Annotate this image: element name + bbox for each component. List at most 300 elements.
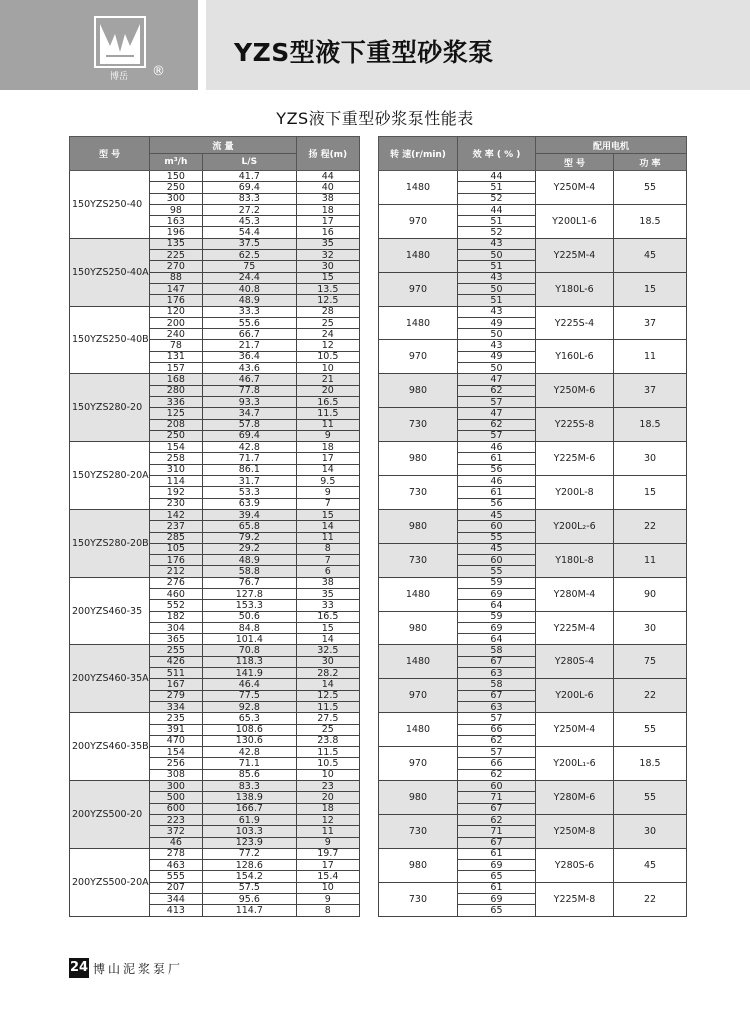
head-cell: 23 <box>296 781 359 792</box>
efficiency-cell: 66 <box>457 758 535 769</box>
efficiency-cell: 43 <box>457 272 535 283</box>
table-row <box>70 747 687 758</box>
head-cell: 12.5 <box>296 295 359 306</box>
flow-ls-cell: 130.6 <box>202 735 296 746</box>
gap-cell <box>359 803 378 814</box>
flow-m3h-cell: 237 <box>150 521 203 532</box>
flow-m3h-cell: 300 <box>150 781 203 792</box>
efficiency-cell: 51 <box>457 182 535 193</box>
efficiency-cell: 58 <box>457 645 535 656</box>
flow-ls-cell: 55.6 <box>202 317 296 328</box>
flow-m3h-cell: 142 <box>150 509 203 520</box>
flow-ls-cell: 127.8 <box>202 588 296 599</box>
speed-cell: 980 <box>378 848 457 882</box>
flow-m3h-cell: 176 <box>150 555 203 566</box>
head-cell: 13.5 <box>296 283 359 294</box>
efficiency-cell: 51 <box>457 261 535 272</box>
head-cell: 18 <box>296 803 359 814</box>
flow-m3h-cell: 168 <box>150 374 203 385</box>
flow-ls-cell: 33.3 <box>202 306 296 317</box>
flow-ls-cell: 46.4 <box>202 679 296 690</box>
crown-logo-icon <box>94 16 146 68</box>
efficiency-cell: 62 <box>457 735 535 746</box>
motor-model-cell: Y200L-6 <box>535 679 613 713</box>
gap-cell <box>359 679 378 690</box>
speed-cell: 970 <box>378 204 457 238</box>
motor-model-cell: Y225M-6 <box>535 442 613 476</box>
flow-ls-cell: 58.8 <box>202 566 296 577</box>
efficiency-cell: 62 <box>457 814 535 825</box>
efficiency-cell: 57 <box>457 747 535 758</box>
efficiency-cell: 56 <box>457 464 535 475</box>
flow-ls-cell: 76.7 <box>202 577 296 588</box>
gap-cell <box>359 713 378 724</box>
flow-m3h-cell: 147 <box>150 283 203 294</box>
model-cell: 200YZS460-35A <box>70 645 150 713</box>
gap-cell <box>359 396 378 407</box>
head-cell: 38 <box>296 193 359 204</box>
table-row <box>70 306 687 317</box>
head-cell: 30 <box>296 261 359 272</box>
efficiency-cell: 60 <box>457 781 535 792</box>
flow-m3h-cell: 207 <box>150 882 203 893</box>
efficiency-cell: 50 <box>457 329 535 340</box>
speed-cell: 980 <box>378 442 457 476</box>
flow-m3h-cell: 426 <box>150 656 203 667</box>
flow-m3h-cell: 88 <box>150 272 203 283</box>
gap-cell <box>359 894 378 905</box>
flow-m3h-cell: 150 <box>150 171 203 182</box>
header-gap <box>359 137 378 171</box>
speed-cell: 970 <box>378 340 457 374</box>
table-row <box>70 442 687 453</box>
head-cell: 7 <box>296 498 359 509</box>
speed-cell: 1480 <box>378 238 457 272</box>
efficiency-cell: 67 <box>457 837 535 848</box>
motor-model-cell: Y180L-8 <box>535 543 613 577</box>
header-motor-power: 功 率 <box>613 154 686 171</box>
motor-model-cell: Y200L₁-6 <box>535 747 613 781</box>
efficiency-cell: 50 <box>457 363 535 374</box>
motor-power-cell: 22 <box>613 509 686 543</box>
flow-ls-cell: 114.7 <box>202 905 296 916</box>
motor-power-cell: 18.5 <box>613 204 686 238</box>
flow-m3h-cell: 460 <box>150 588 203 599</box>
efficiency-cell: 66 <box>457 724 535 735</box>
gap-cell <box>359 227 378 238</box>
flow-ls-cell: 39.4 <box>202 509 296 520</box>
head-cell: 16 <box>296 227 359 238</box>
flow-m3h-cell: 600 <box>150 803 203 814</box>
motor-model-cell: Y200L1-6 <box>535 204 613 238</box>
efficiency-cell: 49 <box>457 351 535 362</box>
efficiency-cell: 55 <box>457 566 535 577</box>
motor-power-cell: 55 <box>613 171 686 205</box>
speed-cell: 970 <box>378 272 457 306</box>
flow-ls-cell: 40.8 <box>202 283 296 294</box>
flow-ls-cell: 53.3 <box>202 487 296 498</box>
head-cell: 32 <box>296 250 359 261</box>
gap-cell <box>359 656 378 667</box>
flow-m3h-cell: 500 <box>150 792 203 803</box>
flow-ls-cell: 141.9 <box>202 668 296 679</box>
gap-cell <box>359 238 378 249</box>
flow-m3h-cell: 555 <box>150 871 203 882</box>
speed-cell: 980 <box>378 611 457 645</box>
flow-ls-cell: 70.8 <box>202 645 296 656</box>
flow-ls-cell: 83.3 <box>202 193 296 204</box>
gap-cell <box>359 340 378 351</box>
flow-m3h-cell: 114 <box>150 476 203 487</box>
efficiency-cell: 60 <box>457 555 535 566</box>
model-cell: 200YZS460-35 <box>70 577 150 645</box>
table-row <box>70 238 687 249</box>
flow-m3h-cell: 278 <box>150 848 203 859</box>
table-row <box>70 577 687 588</box>
gap-cell <box>359 204 378 215</box>
flow-ls-cell: 65.3 <box>202 713 296 724</box>
head-cell: 10.5 <box>296 351 359 362</box>
gap-cell <box>359 690 378 701</box>
flow-m3h-cell: 157 <box>150 363 203 374</box>
motor-model-cell: Y225S-4 <box>535 306 613 340</box>
head-cell: 35 <box>296 238 359 249</box>
motor-power-cell: 37 <box>613 306 686 340</box>
motor-model-cell: Y250M-4 <box>535 713 613 747</box>
head-cell: 17 <box>296 860 359 871</box>
page-title: YZS型液下重型砂浆泵 <box>234 38 494 67</box>
speed-cell: 730 <box>378 408 457 442</box>
header-flow-m3h: m³/h <box>150 154 203 171</box>
motor-power-cell: 55 <box>613 781 686 815</box>
flow-m3h-cell: 304 <box>150 622 203 633</box>
flow-ls-cell: 92.8 <box>202 701 296 712</box>
motor-power-cell: 15 <box>613 476 686 510</box>
gap-cell <box>359 385 378 396</box>
motor-model-cell: Y200L₂-6 <box>535 509 613 543</box>
efficiency-cell: 62 <box>457 419 535 430</box>
head-cell: 8 <box>296 543 359 554</box>
flow-m3h-cell: 196 <box>150 227 203 238</box>
gap-cell <box>359 295 378 306</box>
head-cell: 12.5 <box>296 690 359 701</box>
efficiency-cell: 67 <box>457 803 535 814</box>
gap-cell <box>359 622 378 633</box>
table-row <box>70 645 687 656</box>
motor-model-cell: Y225M-4 <box>535 238 613 272</box>
gap-cell <box>359 871 378 882</box>
head-cell: 9 <box>296 837 359 848</box>
efficiency-cell: 52 <box>457 193 535 204</box>
motor-model-cell: Y250M-4 <box>535 171 613 205</box>
gap-cell <box>359 701 378 712</box>
speed-cell: 1480 <box>378 306 457 340</box>
speed-cell: 730 <box>378 543 457 577</box>
flow-ls-cell: 41.7 <box>202 171 296 182</box>
efficiency-cell: 69 <box>457 622 535 633</box>
head-cell: 8 <box>296 905 359 916</box>
efficiency-cell: 47 <box>457 374 535 385</box>
efficiency-cell: 43 <box>457 340 535 351</box>
motor-power-cell: 30 <box>613 442 686 476</box>
flow-ls-cell: 128.6 <box>202 860 296 871</box>
efficiency-cell: 50 <box>457 283 535 294</box>
speed-cell: 1480 <box>378 577 457 611</box>
gap-cell <box>359 882 378 893</box>
efficiency-cell: 61 <box>457 882 535 893</box>
efficiency-cell: 45 <box>457 543 535 554</box>
flow-ls-cell: 71.7 <box>202 453 296 464</box>
efficiency-cell: 59 <box>457 611 535 622</box>
gap-cell <box>359 860 378 871</box>
gap-cell <box>359 532 378 543</box>
gap-cell <box>359 363 378 374</box>
gap-cell <box>359 261 378 272</box>
flow-ls-cell: 34.7 <box>202 408 296 419</box>
flow-m3h-cell: 255 <box>150 645 203 656</box>
flow-ls-cell: 27.2 <box>202 204 296 215</box>
head-cell: 14 <box>296 679 359 690</box>
efficiency-cell: 58 <box>457 679 535 690</box>
flow-ls-cell: 71.1 <box>202 758 296 769</box>
gap-cell <box>359 329 378 340</box>
motor-model-cell: Y180L-6 <box>535 272 613 306</box>
page-header <box>0 0 750 90</box>
logo-text: 博岳 <box>109 72 128 82</box>
table-row <box>70 204 687 215</box>
head-cell: 10.5 <box>296 758 359 769</box>
efficiency-cell: 45 <box>457 509 535 520</box>
head-cell: 16.5 <box>296 396 359 407</box>
efficiency-cell: 65 <box>457 871 535 882</box>
flow-m3h-cell: 308 <box>150 769 203 780</box>
flow-m3h-cell: 125 <box>150 408 203 419</box>
efficiency-cell: 43 <box>457 306 535 317</box>
gap-cell <box>359 645 378 656</box>
flow-ls-cell: 101.4 <box>202 634 296 645</box>
gap-cell <box>359 566 378 577</box>
table-row <box>70 679 687 690</box>
header-efficiency: 效 率 ( % ) <box>457 137 535 171</box>
head-cell: 33 <box>296 600 359 611</box>
motor-power-cell: 22 <box>613 882 686 916</box>
flow-ls-cell: 31.7 <box>202 476 296 487</box>
flow-m3h-cell: 182 <box>150 611 203 622</box>
flow-ls-cell: 153.3 <box>202 600 296 611</box>
flow-ls-cell: 66.7 <box>202 329 296 340</box>
head-cell: 24 <box>296 329 359 340</box>
motor-power-cell: 37 <box>613 374 686 408</box>
flow-m3h-cell: 280 <box>150 385 203 396</box>
flow-m3h-cell: 135 <box>150 238 203 249</box>
head-cell: 21 <box>296 374 359 385</box>
flow-ls-cell: 45.3 <box>202 216 296 227</box>
head-cell: 11.5 <box>296 701 359 712</box>
model-cell: 150YZS250-40B <box>70 306 150 374</box>
efficiency-cell: 64 <box>457 634 535 645</box>
flow-ls-cell: 93.3 <box>202 396 296 407</box>
model-cell: 150YZS280-20A <box>70 442 150 510</box>
head-cell: 12 <box>296 814 359 825</box>
head-cell: 28 <box>296 306 359 317</box>
motor-model-cell: Y280S-6 <box>535 848 613 882</box>
flow-m3h-cell: 223 <box>150 814 203 825</box>
head-cell: 20 <box>296 385 359 396</box>
flow-m3h-cell: 131 <box>150 351 203 362</box>
flow-m3h-cell: 511 <box>150 668 203 679</box>
flow-m3h-cell: 336 <box>150 396 203 407</box>
head-cell: 9 <box>296 430 359 441</box>
gap-cell <box>359 182 378 193</box>
table-title: YZS液下重型砂浆泵性能表 <box>276 109 474 128</box>
flow-m3h-cell: 372 <box>150 826 203 837</box>
flow-m3h-cell: 285 <box>150 532 203 543</box>
efficiency-cell: 71 <box>457 826 535 837</box>
motor-power-cell: 55 <box>613 713 686 747</box>
table-row <box>70 171 687 182</box>
motor-model-cell: Y250M-6 <box>535 374 613 408</box>
flow-ls-cell: 118.3 <box>202 656 296 667</box>
efficiency-cell: 49 <box>457 317 535 328</box>
efficiency-cell: 44 <box>457 204 535 215</box>
motor-power-cell: 18.5 <box>613 408 686 442</box>
head-cell: 11 <box>296 826 359 837</box>
flow-ls-cell: 86.1 <box>202 464 296 475</box>
head-cell: 10 <box>296 882 359 893</box>
gap-cell <box>359 747 378 758</box>
flow-m3h-cell: 250 <box>150 430 203 441</box>
flow-m3h-cell: 154 <box>150 442 203 453</box>
gap-cell <box>359 419 378 430</box>
flow-ls-cell: 43.6 <box>202 363 296 374</box>
head-cell: 9 <box>296 487 359 498</box>
head-cell: 7 <box>296 555 359 566</box>
head-cell: 32.5 <box>296 645 359 656</box>
efficiency-cell: 69 <box>457 860 535 871</box>
flow-ls-cell: 84.8 <box>202 622 296 633</box>
flow-ls-cell: 57.5 <box>202 882 296 893</box>
head-cell: 12 <box>296 340 359 351</box>
gap-cell <box>359 792 378 803</box>
motor-model-cell: Y280S-4 <box>535 645 613 679</box>
flow-ls-cell: 123.9 <box>202 837 296 848</box>
efficiency-cell: 62 <box>457 769 535 780</box>
flow-ls-cell: 24.4 <box>202 272 296 283</box>
motor-power-cell: 30 <box>613 814 686 848</box>
table-row <box>70 848 687 859</box>
efficiency-cell: 65 <box>457 905 535 916</box>
flow-m3h-cell: 235 <box>150 713 203 724</box>
flow-m3h-cell: 98 <box>150 204 203 215</box>
gap-cell <box>359 487 378 498</box>
efficiency-cell: 57 <box>457 430 535 441</box>
head-cell: 25 <box>296 724 359 735</box>
flow-m3h-cell: 270 <box>150 261 203 272</box>
flow-m3h-cell: 192 <box>150 487 203 498</box>
head-cell: 35 <box>296 588 359 599</box>
gap-cell <box>359 826 378 837</box>
gap-cell <box>359 498 378 509</box>
table-row <box>70 374 687 385</box>
table-row <box>70 272 687 283</box>
table-row <box>70 509 687 520</box>
gap-cell <box>359 588 378 599</box>
speed-cell: 980 <box>378 374 457 408</box>
flow-ls-cell: 154.2 <box>202 871 296 882</box>
flow-m3h-cell: 365 <box>150 634 203 645</box>
speed-cell: 1480 <box>378 171 457 205</box>
model-cell: 200YZS500-20A <box>70 848 150 916</box>
speed-cell: 980 <box>378 509 457 543</box>
gap-cell <box>359 724 378 735</box>
head-cell: 14 <box>296 634 359 645</box>
flow-ls-cell: 57.8 <box>202 419 296 430</box>
flow-ls-cell: 69.4 <box>202 182 296 193</box>
flow-ls-cell: 69.4 <box>202 430 296 441</box>
efficiency-cell: 61 <box>457 453 535 464</box>
header-motor-model: 型 号 <box>535 154 613 171</box>
efficiency-cell: 46 <box>457 442 535 453</box>
head-cell: 27.5 <box>296 713 359 724</box>
gap-cell <box>359 306 378 317</box>
flow-m3h-cell: 240 <box>150 329 203 340</box>
flow-m3h-cell: 552 <box>150 600 203 611</box>
flow-m3h-cell: 463 <box>150 860 203 871</box>
efficiency-cell: 56 <box>457 498 535 509</box>
head-cell: 10 <box>296 769 359 780</box>
flow-ls-cell: 95.6 <box>202 894 296 905</box>
gap-cell <box>359 758 378 769</box>
motor-model-cell: Y200L-8 <box>535 476 613 510</box>
header-flow-ls: L/S <box>202 154 296 171</box>
gap-cell <box>359 408 378 419</box>
flow-m3h-cell: 154 <box>150 747 203 758</box>
gap-cell <box>359 250 378 261</box>
gap-cell <box>359 521 378 532</box>
flow-ls-cell: 42.8 <box>202 442 296 453</box>
flow-m3h-cell: 310 <box>150 464 203 475</box>
efficiency-cell: 67 <box>457 690 535 701</box>
efficiency-cell: 57 <box>457 713 535 724</box>
table-row <box>70 611 687 622</box>
efficiency-cell: 69 <box>457 588 535 599</box>
efficiency-cell: 52 <box>457 227 535 238</box>
speed-cell: 730 <box>378 814 457 848</box>
motor-power-cell: 45 <box>613 848 686 882</box>
header-motor-group: 配用电机 <box>535 137 686 154</box>
flow-ls-cell: 85.6 <box>202 769 296 780</box>
flow-m3h-cell: 120 <box>150 306 203 317</box>
flow-m3h-cell: 391 <box>150 724 203 735</box>
flow-ls-cell: 77.5 <box>202 690 296 701</box>
flow-ls-cell: 54.4 <box>202 227 296 238</box>
head-cell: 44 <box>296 171 359 182</box>
flow-m3h-cell: 470 <box>150 735 203 746</box>
model-cell: 200YZS500-20 <box>70 781 150 849</box>
flow-ls-cell: 77.2 <box>202 848 296 859</box>
head-cell: 40 <box>296 182 359 193</box>
table-body <box>70 171 687 917</box>
head-cell: 15.4 <box>296 871 359 882</box>
flow-m3h-cell: 276 <box>150 577 203 588</box>
page-number: 24 <box>69 958 89 978</box>
header-head: 扬 程(m) <box>296 137 359 171</box>
head-cell: 14 <box>296 464 359 475</box>
table-row <box>70 713 687 724</box>
flow-m3h-cell: 258 <box>150 453 203 464</box>
head-cell: 15 <box>296 509 359 520</box>
speed-cell: 970 <box>378 747 457 781</box>
